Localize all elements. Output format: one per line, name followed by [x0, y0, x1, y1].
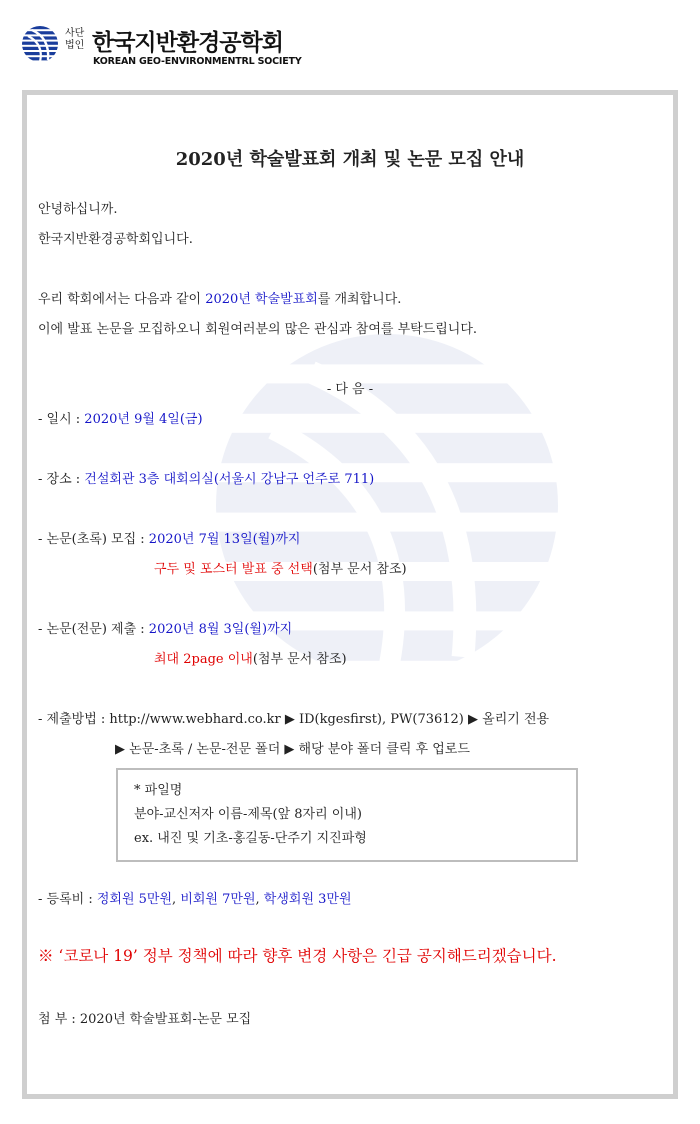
corp-type-line1: 사단 — [65, 28, 85, 39]
site-header — [20, 22, 420, 72]
registration-fee-row — [38, 891, 352, 909]
date-value: 2020년 9월 4일(금) — [84, 412, 203, 427]
filename-rule-example: ex. 내진 및 기초-홍길동-단주기 지진파형 — [134, 831, 367, 846]
fee-regular-member: 정회원 5만원 — [96, 892, 173, 907]
abstract-note — [154, 561, 407, 579]
org-name[interactable]: 한국지반환경공학회 — [92, 30, 283, 56]
submission-method-line2: ▶ 논문-초록 / 논문-전문 폴더 ▶ 해당 분야 폴더 클릭 후 업로드 — [115, 742, 470, 757]
divider-heading: - 다 음 - — [326, 382, 374, 397]
intro-line1 — [38, 291, 401, 309]
fee-label: - 등록비 : — [38, 892, 97, 907]
abstract-label: - 논문(초록) 모집 : — [38, 532, 149, 547]
globe-logo-icon — [20, 24, 60, 64]
greeting-line2: 한국지반환경공학회입니다. — [38, 232, 193, 247]
abstract-row — [38, 531, 300, 549]
filename-rule-box — [116, 768, 578, 862]
filename-rule-format: 분야-교신저자 이름-제목(앞 8자리 이내) — [134, 807, 362, 822]
covid-notice: ※ ‘코로나 19’ 정부 정책에 따라 향후 변경 사항은 긴급 공지해드리겠습니다. — [38, 947, 557, 965]
full-paper-note — [154, 651, 347, 669]
full-paper-row — [38, 621, 292, 639]
greeting-line1: 안녕하십니까. — [38, 202, 118, 217]
document-title: 2020년 학술발표회 개최 및 논문 모집 안내 — [175, 149, 525, 170]
intro1-text-c: 를 개최합니다. — [317, 292, 402, 307]
corp-type-line2: 법인 — [65, 40, 85, 51]
fee-student-member: 학생회원 3만원 — [263, 892, 352, 907]
attachment-line[interactable]: 첨 부 : 2020년 학술발표회-논문 모집 — [38, 1012, 252, 1027]
filename-rule-heading: * 파일명 — [134, 783, 183, 798]
org-name-english: KOREAN GEO-ENVIRONMENTRL SOCIETY — [93, 56, 302, 67]
date-row — [38, 411, 203, 429]
place-label: - 장소 : — [38, 472, 85, 487]
full-paper-note-highlight: 최대 2page 이내 — [154, 652, 253, 667]
notice-document — [22, 90, 678, 1099]
intro1-text-a: 우리 학회에서는 다음과 같이 — [38, 292, 206, 307]
fee-separator: , — [255, 892, 264, 907]
full-paper-note-rest: (첨부 문서 참조) — [252, 652, 347, 667]
intro-line2: 이에 발표 논문을 모집하오니 회원여러분의 많은 관심과 참여를 부탁드립니다. — [38, 322, 478, 337]
fee-separator: , — [172, 892, 181, 907]
document-body — [27, 95, 673, 1094]
abstract-note-rest: (첨부 문서 참조) — [312, 562, 407, 577]
fee-non-member: 비회원 7만원 — [180, 892, 256, 907]
place-row — [38, 471, 374, 489]
full-paper-deadline: 2020년 8월 3일(월)까지 — [148, 622, 293, 637]
corp-type — [65, 28, 84, 52]
date-label: - 일시 : — [38, 412, 85, 427]
intro1-event-name: 2020년 학술발표회 — [205, 292, 318, 307]
submission-method-line1: - 제출방법 : http://www.webhard.co.kr ▶ ID(kgesfirst), PW(73612) ▶ 올리기 전용 — [38, 712, 550, 727]
place-value: 건설회관 3층 대회의실(서울시 강남구 언주로 711) — [84, 472, 375, 487]
full-paper-label: - 논문(전문) 제출 : — [38, 622, 149, 637]
abstract-deadline: 2020년 7월 13일(월)까지 — [148, 532, 301, 547]
abstract-note-highlight: 구두 및 포스터 발표 중 선택 — [154, 562, 313, 577]
